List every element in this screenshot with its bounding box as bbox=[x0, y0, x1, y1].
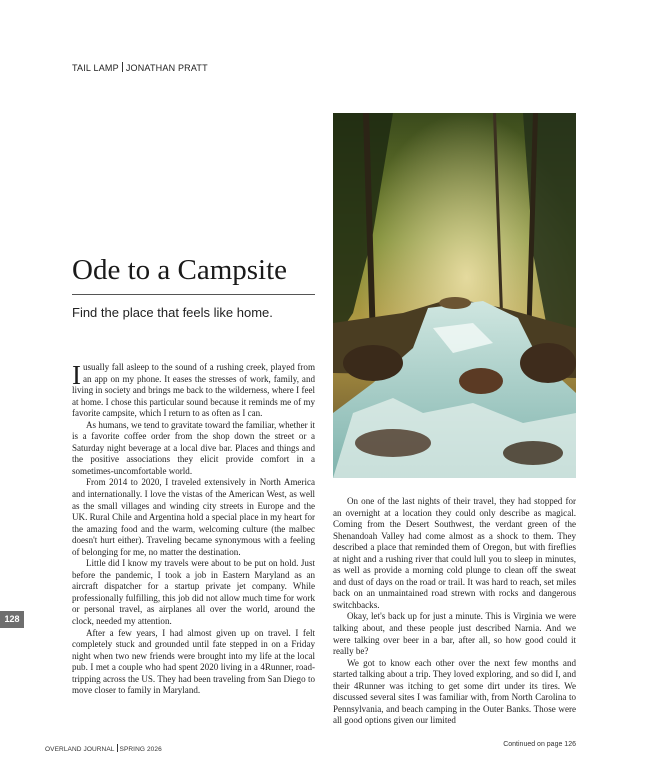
drop-cap: I bbox=[72, 360, 81, 390]
body-paragraph: Little did I know my travels were about to be put on hold. Just before the pandemic, I took a job in Eastern Maryland as an aircraft dispatcher for a startup private jet company. While professionally fulfilling, this job did not allow much time for work or personal travel, as airplanes all over the world, around the clock, needed my attention. bbox=[72, 558, 315, 627]
body-paragraph bbox=[72, 362, 315, 420]
body-paragraph: As humans, we tend to gravitate toward the familiar, whether it is a favorite coffee order from the shop down the street or a Saturday night beverage at a local dive bar. Places and things and the positive associations they elicit provide comfort in a sometimes-uncomfortable world. bbox=[72, 419, 315, 476]
issue-label: SPRING 2026 bbox=[119, 746, 162, 753]
body-paragraph: We got to know each other over the next few months and started talking about a trip. They loved exploring, and so did I, and their 4Runner was itching to get some dirt under its tires. We discussed several sites I was familiar with, from North Carolina to Pennsylvania, and beach camping in the Outer Banks. Those were all good options given our limited bbox=[333, 657, 576, 726]
body-paragraph: Okay, let's back up for just a minute. This is Virginia we were talking about, and these people just described Narnia. And we were talking over beer in a bar, after all, so how good could it really be? bbox=[333, 611, 576, 657]
article-subtitle: Find the place that feels like home. bbox=[72, 305, 273, 320]
header-divider bbox=[122, 62, 123, 72]
section-label: TAIL LAMP bbox=[72, 63, 119, 73]
right-column bbox=[333, 496, 576, 727]
continued-note: Continued on page 126 bbox=[503, 741, 576, 748]
body-paragraph: From 2014 to 2020, I traveled extensively in North America and internationally. I love the vistas of the American West, as well as the small villages and winding city streets in Europe and the UK. Rural Chile and Argentina hold a special place in my heart for the amazing food and the warm, welcoming culture (the malbec doesn't hurt either). Traveling became synonymous with a feeling of belonging for me, no matter the destination. bbox=[72, 477, 315, 557]
footer bbox=[45, 744, 162, 753]
page-number: 128 bbox=[0, 611, 24, 628]
section-header bbox=[72, 62, 208, 73]
left-column bbox=[72, 362, 315, 697]
article-title: Ode to a Campsite bbox=[72, 254, 288, 286]
paragraph-text: usually fall asleep to the sound of a rushing creek, played from an app on my phone. It eases the stresses of work, family, and living in society and brings me back to the wilderness, where I feel at home. I chose this particular sound because it reminds me of my favorite campsite, which I return to as often as I can. bbox=[72, 362, 315, 419]
footer-divider bbox=[117, 744, 118, 752]
body-paragraph: On one of the last nights of their travel, they had stopped for an overnight at a location they could only describe as magical. Coming from the Desert Southwest, the verdant green of the Shenandoah Valley had come almost as a shock to them. They described a place that reminded them of Oregon, but with fireflies at night and a rushing river that could lull you to sleep in minutes, as well as provide a morning cold plunge to clean off the sweat and dust of days on the road or trail. It was hard to reach, set miles back on an unmaintained road strewn with rocks and dangerous switchbacks. bbox=[333, 496, 576, 610]
body-paragraph: After a few years, I had almost given up on travel. I felt completely stuck and grounded until fate stepped in on a Friday night when two new friends were brought into my life at the local pub. I met a couple who had spent 2020 living in a 4Runner, road-tripping across the US. They had been traveling from San Diego to move closer to family in Maryland. bbox=[72, 627, 315, 696]
publication-name: OVERLAND JOURNAL bbox=[45, 746, 115, 753]
author-name: JONATHAN PRATT bbox=[125, 63, 208, 73]
title-rule bbox=[72, 294, 315, 295]
creek-photo bbox=[333, 113, 576, 478]
